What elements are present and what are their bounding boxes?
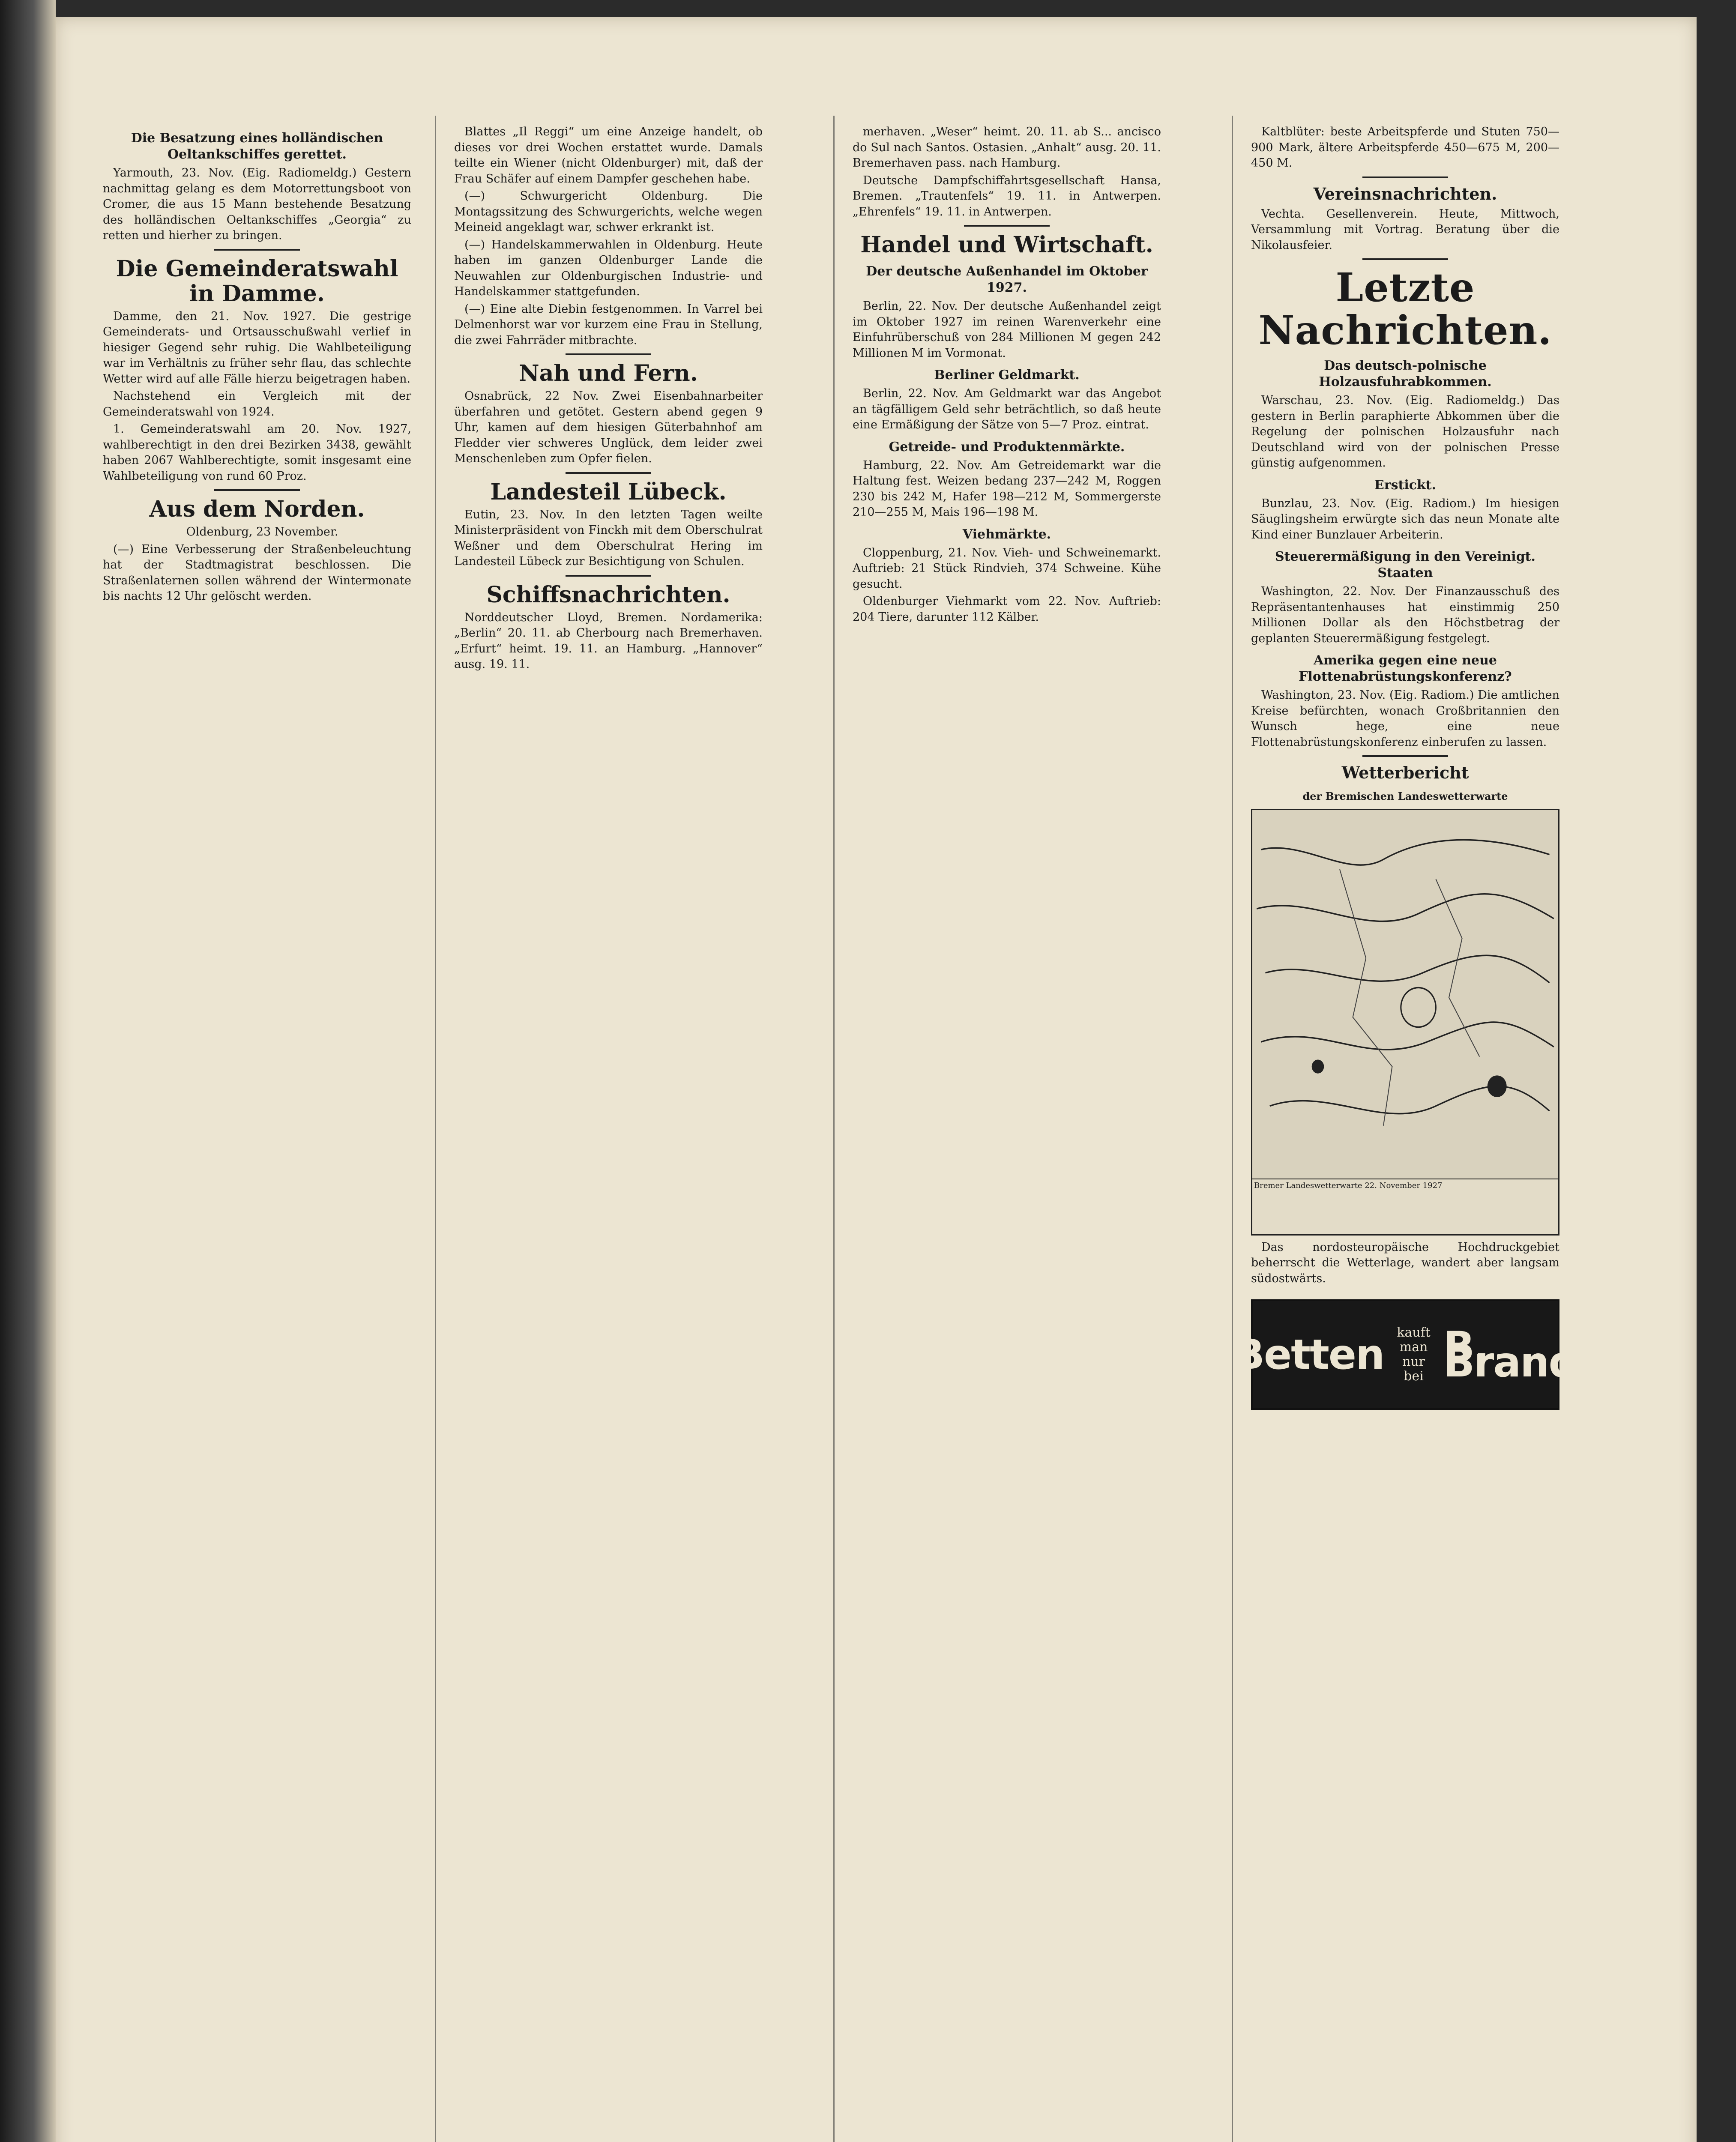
article-text: Cloppenburg, 21. Nov. Vieh- und Schweinemarkt. Auftrieb: 21 Stück Rindvieh, 374 Schweine. Kühe gesucht. (853, 546, 1161, 591)
newspaper-page (56, 17, 1697, 2142)
weather-map (1251, 809, 1559, 1236)
headline: Die Besatzung eines holländischen Oeltankschiffes gerettet. (131, 131, 383, 162)
column-rule (1232, 116, 1233, 2142)
article-text: Vechta. Gesellenverein. Heute, Mittwoch, Versammlung mit Vortrag. Beratung über die Nikolausfeier. (1251, 207, 1559, 252)
article-text: 1. Gemeinderatswahl am 20. Nov. 1927, wahlberechtigt in den drei Bezirken 3438, gewählt haben 2067 Wahlberechtigte, somit insgesamt eine Wahlbeteiligung von rund 60 Proz. (103, 422, 411, 483)
article-text: Norddeutscher Lloyd, Bremen. Nordamerika: „Berlin“ 20. 11. ab Cherbourg nach Bremerhaven. „Erfurt“ heimt. 19. 11. an Hamburg. „Hannover“ ausg. 19. 11. (454, 610, 763, 671)
advertisement (1233, 1299, 1577, 1410)
article-text: (—) Schwurgericht Oldenburg. Die Montagssitzung des Schwurgerichts, welche wegen Meineid angeklagt war, schwer erkrankt ist. (454, 189, 763, 234)
headline: Berliner Geldmarkt. (934, 368, 1080, 383)
column-4 (1233, 124, 1577, 1410)
divider (964, 225, 1050, 227)
article-text: (—) Eine alte Diebin festgenommen. In Varrel bei Delmenhorst war vor kurzem eine Frau in Stellung, die zwei Fahrräder mitbrachte. (454, 302, 763, 347)
weather-map-legend: Bremer Landeswetterwarte 22. November 1927 (1252, 1179, 1558, 1234)
headline: Erstickt. (1374, 477, 1437, 493)
article-text: Kaltblüter: beste Arbeitspferde und Stuten 750—900 Mark, ältere Arbeitspferde 450—675 M, 200—450 M. (1251, 125, 1559, 170)
article-text: (—) Handelskammerwahlen in Oldenburg. Heute haben im ganzen Oldenburger Lande die Neuwahlen zur Oldenburgischen Industrie- und Handelskammer stattgefunden. (454, 238, 763, 298)
article-text: Eutin, 23. Nov. In den letzten Tagen weilte Ministerpräsident von Finckh mit dem Oberschulrat Weßner und dem Oberschulrat Hering im Landesteil Lübeck zur Besichtigung von Schulen. (454, 508, 763, 568)
column-2 (454, 124, 763, 674)
divider (566, 472, 651, 474)
article-text: Bunzlau, 23. Nov. (Eig. Radiom.) Im hiesigen Säuglingsheim erwürgte sich das neun Monate alte Kind einer Bunzlauer Arbeiterin. (1251, 497, 1559, 541)
ad-brand: B. Brand (1443, 1322, 1577, 1386)
article-text: Hamburg, 22. Nov. Am Getreidemarkt war die Haltung fest. Weizen bedang 237—242 M, Roggen 230 bis 242 M, Hafer 198—212 M, Sommergerste 210—255 M, Mais 196—198 M. (853, 458, 1161, 519)
article-text: Yarmouth, 23. Nov. (Eig. Radiomeldg.) Gestern nachmittag gelang es dem Motorrettungsboot von Cromer, die aus 15 Mann bestehende Besatzung des holländischen Oeltankschiffes „Georgia“ zu retten und hierher zu bringen. (103, 166, 411, 242)
headline: Getreide- und Produktenmärkte. (889, 439, 1125, 455)
headline: Viehmärkte. (962, 527, 1051, 542)
headline: Die Gemeinderatswahl in Damme. (116, 255, 398, 307)
headline: Wetterbericht (1341, 763, 1469, 782)
divider (214, 249, 300, 251)
column-rule (435, 116, 436, 2142)
headline: Steuerermäßigung in den Vereinigt. Staaten (1275, 549, 1535, 580)
dateline: Oldenburg, 23 November. (186, 525, 338, 538)
divider (1362, 755, 1448, 757)
headline: Schiffsnachrichten. (486, 581, 730, 608)
article-text: (—) Eine Verbesserung der Straßenbeleuchtung hat der Stadtmagistrat beschlossen. Die Straßenlaternen sollen während der Wintermonate bis nachts 12 Uhr gelöscht werden. (103, 542, 411, 603)
column-3 (853, 124, 1161, 627)
article-text: Nachstehend ein Vergleich mit der Gemeinderatswahl von 1924. (103, 389, 411, 419)
divider (1362, 177, 1448, 178)
article-text: Das nordosteuropäische Hochdruckgebiet beherrscht die Wetterlage, wandert aber langsam südostwärts. (1251, 1240, 1559, 1285)
weather-map-drawing (1252, 810, 1558, 1234)
article-text: Deutsche Dampfschiffahrtsgesellschaft Hansa, Bremen. „Trautenfels“ 19. 11. in Antwerpen. „Ehrenfels“ 19. 11. in Antwerpen. (853, 174, 1161, 218)
article-text: Berlin, 22. Nov. Der deutsche Außenhandel zeigt im Oktober 1927 im reinen Warenverkehr eine Einfuhrüberschuß von 284 Millionen M gegen 242 Millionen M im Vormonat. (853, 299, 1161, 360)
headline: Nah und Fern. (519, 360, 698, 386)
article-text: Oldenburger Viehmarkt vom 22. Nov. Auftrieb: 204 Tiere, darunter 112 Kälber. (853, 595, 1161, 624)
article-text: Damme, den 21. Nov. 1927. Die gestrige Gemeinderats- und Ortsausschußwahl verlief in hiesiger Gegend sehr ruhig. Die Wahlbeteiligung war im Verhältnis zu früher sehr flau, das schlechte Wetter wird auf alle Fälle hierzu beigetragen haben. (103, 309, 411, 386)
divider (1362, 258, 1448, 260)
headline: Amerika gegen eine neue Flottenabrüstungskonferenz? (1299, 653, 1512, 684)
article-text: Berlin, 22. Nov. Am Geldmarkt war das Angebot an tägfälligem Geld sehr beträchtlich, so daß heute eine Ermäßigung der Sätze von 5—7 Proz. eintrat. (853, 387, 1161, 431)
page-edge-shadow (0, 0, 56, 2142)
article-text: Warschau, 23. Nov. (Eig. Radiomeldg.) Das gestern in Berlin paraphierte Abkommen über die Regelung der polnischen Holzausfuhr nach Deutschland wird von der polnischen Presse günstig aufgenommen. (1251, 394, 1559, 470)
headline: Aus dem Norden. (149, 496, 365, 522)
headline: Landesteil Lübeck. (490, 479, 727, 505)
divider (566, 575, 651, 577)
divider (566, 353, 651, 355)
headline-main: Letzte Nachrichten. (1258, 264, 1552, 353)
headline: Das deutsch-polnische Holzausfuhrabkommen. (1319, 358, 1492, 389)
column-1 (103, 124, 411, 606)
article-text: Washington, 22. Nov. Der Finanzausschuß des Repräsentantenhauses hat einstimmig 250 Millionen Dollar als den Höchstbetrag der geplanten Steuerermäßigung festgelegt. (1251, 585, 1559, 645)
headline: Vereinsnachrichten. (1313, 184, 1497, 203)
ad-word: Betten (1233, 1330, 1384, 1379)
article-text: Blattes „Il Reggi“ um eine Anzeige handelt, ob dieses vor drei Wochen erstattet wurde. Damals teilte ein Wiener (nicht Oldenburger) mit, daß der Frau Schäfer auf einem Dampfer geschehen habe. (454, 125, 763, 185)
column-rule (833, 116, 835, 2142)
headline: Der deutsche Außenhandel im Oktober 1927. (866, 264, 1148, 295)
divider (214, 489, 300, 491)
article-text: Washington, 23. Nov. (Eig. Radiom.) Die amtlichen Kreise befürchten, wonach Großbritannien den Wunsch hege, eine neue Flottenabrüstungskonferenz einberufen zu lassen. (1251, 688, 1559, 749)
subheadline: der Bremischen Landeswetterwarte (1302, 790, 1508, 802)
ad-small-text: kauft man nur bei (1397, 1325, 1431, 1384)
headline: Handel und Wirtschaft. (860, 232, 1153, 258)
article-text: Osnabrück, 22 Nov. Zwei Eisenbahnarbeiter überfahren und getötet. Gestern abend gegen 9 Uhr, kamen auf dem hiesigen Güterbahnhof am Fledder vier schweres Unglück, dem leider zwei Menschenleben zum Opfer fielen. (454, 389, 763, 465)
article-text: merhaven. „Weser“ heimt. 20. 11. ab S... ancisco do Sul nach Santos. Ostasien. „Anhalt“ ausg. 20. 11. Bremerhaven pass. nach Hamburg. (853, 125, 1161, 170)
